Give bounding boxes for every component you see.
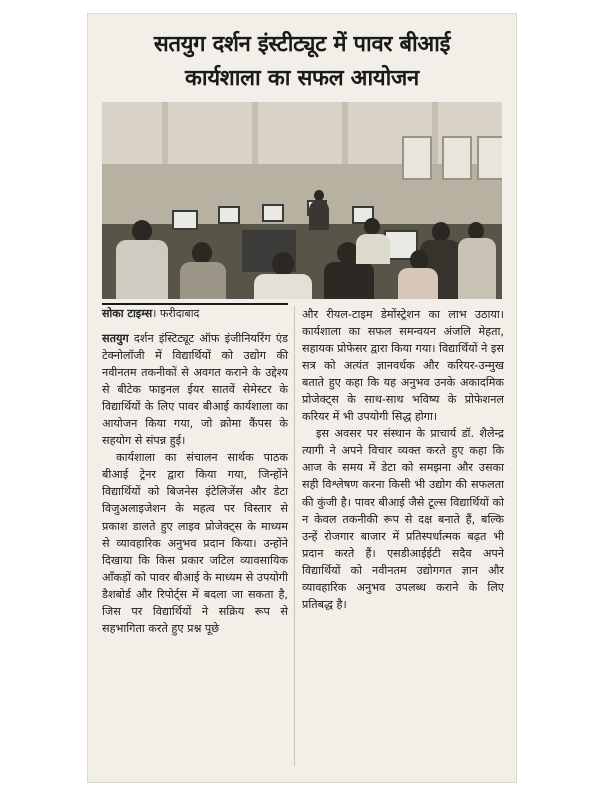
headline-line-2: कार्यशाला का सफल आयोजन	[185, 66, 419, 91]
byline-rule	[102, 303, 288, 305]
column-divider	[294, 306, 295, 766]
byline	[102, 306, 199, 321]
paragraph-1-text: दर्शन इंस्टिट्यूट ऑफ इंजीनियरिंग एंड टेक्नोलॉजी में विद्यार्थियों को उद्योग की नवीनतम तकनीकों से अवगत कराने के उद्देश्य से बीटेक फाइनल ईयर सातवें सेमेस्टर के विद्यार्थियों के लिए पावर बीआई कार्यशाला का आयोजन किया गया, जो क्रोमा कैंपस के सहयोग से संपन्न हुई।	[102, 332, 288, 448]
article-column-2	[302, 306, 504, 613]
paragraph-4: इस अवसर पर संस्थान के प्राचार्य डॉ. शैलेन्द्र त्यागी ने अपने विचार व्यक्त करते हुए कहा कि आज के समय में डेटा को समझना और उसका सही विश्लेषण करना किसी भी उद्योग की सफलता की कुंजी है। पावर बीआई जैसे टूल्स विद्यार्थियों को न केवल तकनीकी रूप से दक्ष बनाते हैं, बल्कि उन्हें रोजगार बाजार में प्रतिस्पर्धात्मक बढ़त भी प्रदान करते हैं। एसडीआईईटी सदैव अपने विद्यार्थियों को नवीनतम उद्योगगत ज्ञान और व्यावहारिक अनुभव उपलब्ध कराने के लिए प्रतिबद्ध है।	[302, 427, 504, 611]
byline-source: सोका टाइम्स	[102, 307, 153, 320]
paragraph-1	[102, 330, 288, 449]
newspaper-clipping	[88, 14, 516, 782]
paragraph-3: और रीयल-टाइम डेमोंस्ट्रेशन का लाभ उठाया। कार्यशाला का सफल समन्वयन अंजलि मेहता, सहायक प्रोफेसर द्वारा किया गया। विद्यार्थियों ने इस सत्र को अत्यंत ज्ञानवर्धक और करियर-उन्मुख बताते हुए कहा कि यह अनुभव उनके अकादमिक प्रोजेक्ट्स के साथ-साथ भविष्य के प्रोफेशनल करियर में भी उपयोगी सिद्ध होगा।	[302, 308, 504, 424]
lead-word: सतयुग	[102, 332, 129, 345]
byline-place: फरीदाबाद	[159, 307, 200, 320]
paragraph-2: कार्यशाला का संचालन सार्थक पाठक बीआई ट्रेनर द्वारा किया गया, जिन्होंने विद्यार्थियों को बिजनेस इंटेलिजेंस और डेटा विजुअलाइजेशन के महत्व पर विस्तार से प्रकाश डालते हुए लाइव प्रोजेक्ट्स के माध्यम से व्यावहारिक अनुभव प्रदान किया। उन्होंने दिखाया कि किस प्रकार जटिल व्यावसायिक आँकड़ों को पावर बीआई के माध्यम से उपयोगी डैशबोर्ड और रिपोर्ट्स में बदला जा सकता है, जिस पर विद्यार्थियों ने सक्रिय रूप से सहभागिता करते हुए प्रश्न पूछे	[102, 451, 288, 635]
byline-separator: ।	[152, 307, 157, 320]
headline-line-1: सतयुग दर्शन इंस्टीट्यूट में पावर बीआई	[153, 32, 451, 57]
article-column-1	[102, 330, 288, 637]
article-photo	[102, 102, 502, 299]
